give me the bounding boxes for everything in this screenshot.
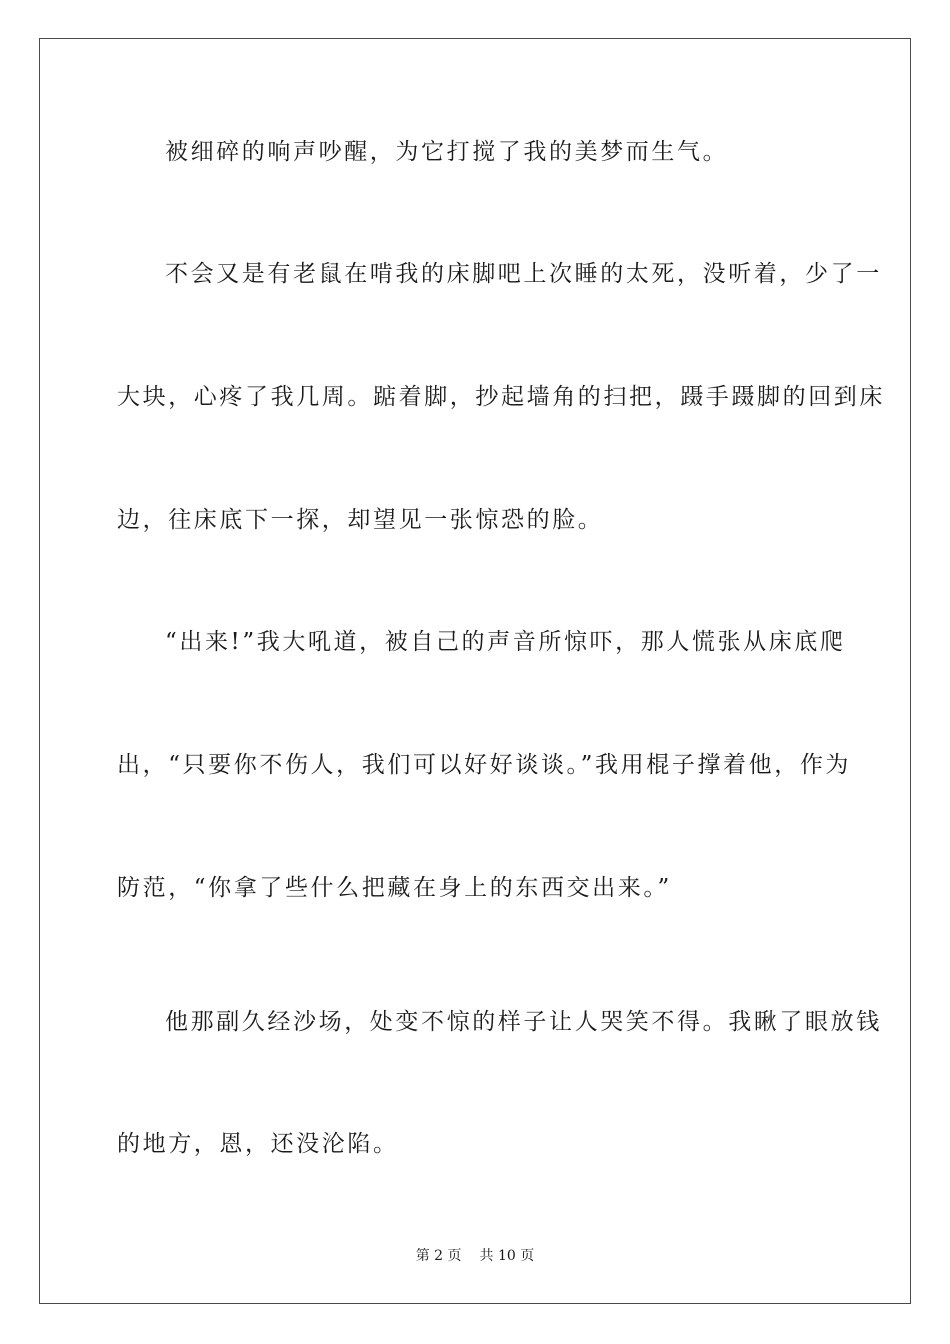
paragraph-line-3: 大块，心疼了我几周。踮着脚，抄起墙角的扫把，蹑手蹑脚的回到床 bbox=[117, 384, 885, 410]
page-footer bbox=[0, 1246, 950, 1266]
paragraph-line-6: 出，“只要你不伤人，我们可以好好谈谈。”我用棍子撑着他，作为 bbox=[117, 752, 852, 778]
paragraph-line-2: 不会又是有老鼠在啃我的床脚吧上次睡的太死，没听着，少了一 bbox=[165, 261, 882, 287]
paragraph-line-4: 边，往床底下一探，却望见一张惊恐的脸。 bbox=[117, 507, 604, 533]
page-frame bbox=[39, 38, 911, 1304]
paragraph-line-1: 被细碎的响声吵醒，为它打搅了我的美梦而生气。 bbox=[165, 139, 729, 165]
page-number: 第 2 页 bbox=[415, 1248, 462, 1264]
paragraph-line-5: “出来!”我大吼道，被自己的声音所惊吓，那人慌张从床底爬 bbox=[165, 629, 846, 655]
paragraph-line-9: 的地方，恩，还没沦陷。 bbox=[117, 1131, 399, 1157]
paragraph-line-8: 他那副久经沙场，处变不惊的样子让人哭笑不得。我瞅了眼放钱 bbox=[165, 1009, 882, 1035]
paragraph-line-7: 防范，“你拿了些什么把藏在身上的东西交出来。” bbox=[117, 875, 672, 901]
total-pages: 共 10 页 bbox=[479, 1248, 535, 1264]
